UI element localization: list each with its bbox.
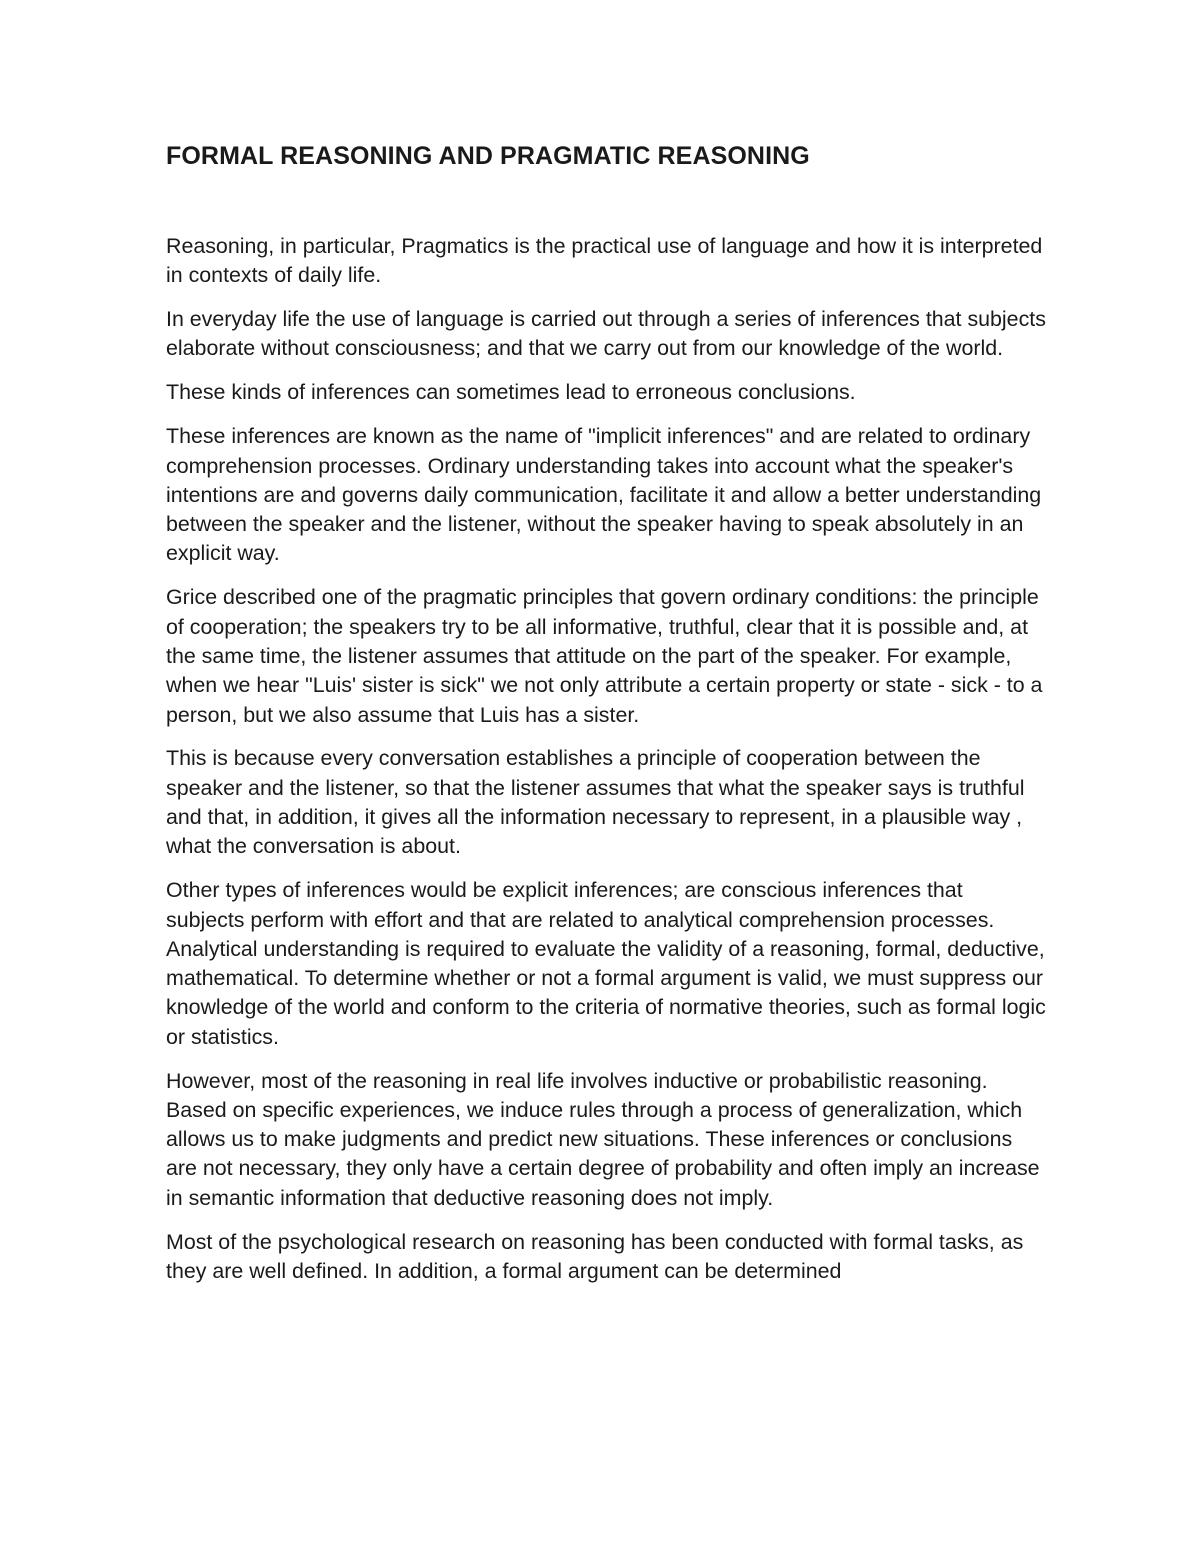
document-title: FORMAL REASONING AND PRAGMATIC REASONING <box>166 142 810 170</box>
paragraph: These kinds of inferences can sometimes lead to erroneous conclusions. <box>166 380 856 405</box>
paragraph: Grice described one of the pragmatic principles that govern ordinary conditions: the principle of cooperation; the speakers try to be all informative, truthful, clear that it is possible and, at the same time, the listener assumes that attitude on the part of the speaker. For example, when we hear "Luis' sister is sick" we not only attribute a certain property or state - sick - to a person, but we also assume that Luis has a sister. <box>166 585 1043 727</box>
paragraph: Other types of inferences would be explicit inferences; are conscious inferences that subjects perform with effort and that are related to analytical comprehension processes. Analytical understanding is required to evaluate the validity of a reasoning, formal, deductive, mathematical. To determine whether or not a formal argument is valid, we must suppress our knowledge of the world and conform to the criteria of normative theories, such as formal logic or statistics. <box>166 878 1046 1049</box>
paragraph: In everyday life the use of language is carried out through a series of inferences that subjects elaborate without consciousness; and that we carry out from our knowledge of the world. <box>166 307 1046 361</box>
paragraph: Most of the psychological research on reasoning has been conducted with formal tasks, as they are well defined. In addition, a formal argument can be determined <box>166 1229 1024 1283</box>
paragraph: These inferences are known as the name of "implicit inferences" and are related to ordinary comprehension processes. Ordinary understanding takes into account what the speaker's intentions are and governs daily communication, facilitate it and allow a better understanding between the speaker and the listener, without the speaker having to speak absolutely in an explicit way. <box>166 424 1042 566</box>
document-page <box>166 138 1046 1301</box>
paragraph: This is because every conversation establishes a principle of cooperation between the speaker and the listener, so that the listener assumes that what the speaker says is truthful and that, in addition, it gives all the information necessary to represent, in a plausible way , what the conversation is about. <box>166 746 1025 859</box>
paragraph: Reasoning, in particular, Pragmatics is the practical use of language and how it is interpreted in contexts of daily life. <box>166 234 1043 288</box>
paragraph: However, most of the reasoning in real life involves inductive or probabilistic reasoning. Based on specific experiences, we induce rules through a process of generalization, which allows us to make judgments and predict new situations. These inferences or conclusions are not necessary, they only have a certain degree of probability and often imply an increase in semantic information that deductive reasoning does not imply. <box>166 1068 1040 1210</box>
